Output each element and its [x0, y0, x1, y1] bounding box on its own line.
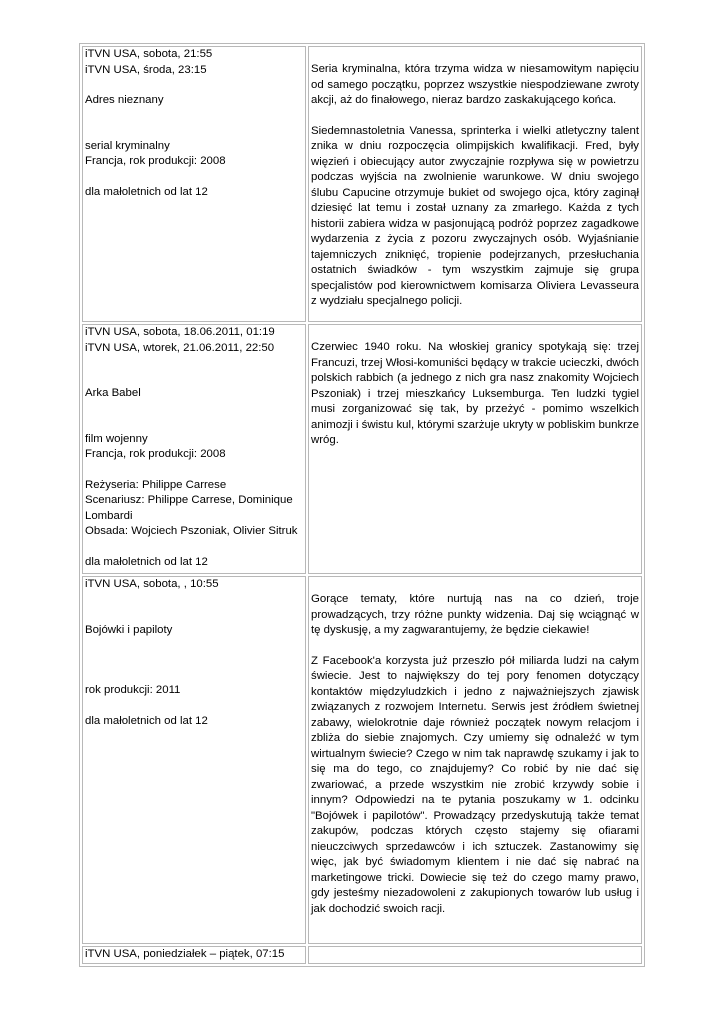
airing-time: iTVN USA, środa, 23:15	[85, 63, 207, 76]
program-description-cell	[308, 46, 642, 322]
program-schedule-table	[79, 43, 645, 967]
age-rating: dla małoletnich od lat 12	[85, 714, 208, 727]
program-description-cell	[308, 324, 642, 574]
program-info-cell	[82, 324, 306, 574]
airing-time: iTVN USA, wtorek, 21.06.2011, 22:50	[85, 341, 275, 354]
program-info-cell	[82, 46, 306, 322]
program-genre: film wojenny	[85, 432, 148, 445]
program-genre: serial kryminalny	[85, 139, 170, 152]
program-info-cell	[82, 946, 306, 964]
program-director: Reżyseria: Philippe Carrese	[85, 478, 227, 491]
description-paragraph: Siedemnastoletnia Vanessa, sprinterka i wielki atletyczny talent znika w dniu rozpoczęcia olimpijskich kwalifikacji. Fred, były więzień i obiecujący autor zwyczajnie rozpływa się w powietrzu podczas wyjścia na zwolnienie warunkowe. W dniu swojego ślubu Capucine otrzymuje bukiet od swojego ojca, który zaginął dziesięć lat temu i został uznany za zmarłego. Każda z tych historii zabiera widza w pasjonującą podróż poprzez zagadkowe wydarzenia z życia z pozoru zwyczajnych osób. Wyjaśnianie tajemniczych zniknięć, tropienie podejrzanych, przesłuchania ostatnich świadków - tym wszystkim zajmuje się grupa specjalistów pod kierownictwem komisarza Oliviera Levasseura z wydziału specjalnego policji.	[311, 124, 639, 307]
program-description-cell	[308, 946, 642, 964]
program-cast: Obsada: Wojciech Pszoniak, Olivier Sitruk	[85, 525, 298, 537]
program-screenplay: Scenariusz: Philippe Carrese, Dominique Lombardi	[85, 494, 293, 522]
airing-time: iTVN USA, sobota, 21:55	[85, 48, 213, 60]
program-title: Arka Babel	[85, 387, 141, 399]
description-paragraph: Czerwiec 1940 roku. Na włoskiej granicy spotykają się: trzej Francuzi, trzej Włosi-komuniści będący w trakcie ucieczki, dwóch polskich rabbich (a jednego z nich gra nasz znakomity Wojciech Pszoniak) i trzej mieszkańcy Luksemburga. Ten ludzki tygiel musi zorganizować się tak, by przeżyć - pomimo wszelkich animozji i świstu kul, którymi szarżuje ukryty w pobliskim bunkrze wróg.	[311, 341, 639, 446]
program-origin: Francja, rok produkcji: 2008	[85, 155, 226, 167]
airing-time: iTVN USA, poniedziałek – piątek, 07:15	[85, 948, 285, 960]
program-description-cell	[308, 576, 642, 944]
program-origin: rok produkcji: 2011	[85, 684, 181, 696]
program-origin: Francja, rok produkcji: 2008	[85, 448, 226, 460]
program-title: Bojówki i papiloty	[85, 623, 173, 636]
table-row	[82, 46, 642, 322]
table-row	[82, 946, 642, 964]
airing-time: iTVN USA, sobota, , 10:55	[85, 578, 219, 590]
program-info-cell	[82, 576, 306, 944]
description-paragraph: Z Facebook'a korzysta już przeszło pół miliarda ludzi na całym świecie. Jest to największy do tej pory fenomen dotyczący kontaktów międzyludzkich i jedno z najważniejszych zjawisk związanych z rozwojem Internetu. Serwis jest źródłem świetnej zabawy, wielokrotnie daje również początek nowym relacjom i zbliża do siebie znajomych. Czy umiemy się odnaleźć w tym wirtualnym świecie? Czego w nim tak naprawdę szukamy i jak to się ma do tego, co znajdujemy? Co robić by nie dać się zwariować, a przede wszystkim nie zrobić krzywdy sobie i innym? Odpowiedzi na te pytania poszukamy w 1. odcinku "Bojówek i papilotów". Prowadzący przedyskutują także temat zakupów, podczas których często stajemy się ofiarami nieuczciwych sprzedawców i ich sztuczek. Zastanowimy się więc, jak być świadomym klientem i nie dać się nabrać na marketingowe tricki. Dowiecie się też do czego mamy prawo, gdy jesteśmy niezadowoleni z zakupionych towarów lub usług i jak dochodzić swoich racji.	[311, 654, 639, 915]
airing-time: iTVN USA, sobota, 18.06.2011, 01:19	[85, 326, 275, 338]
age-rating: dla małoletnich od lat 12	[85, 555, 208, 568]
program-title: Adres nieznany	[85, 94, 164, 106]
table-row	[82, 324, 642, 574]
table-row	[82, 576, 642, 944]
age-rating: dla małoletnich od lat 12	[85, 185, 208, 198]
description-paragraph: Gorące tematy, które nurtują nas na co dzień, troje prowadzących, trzy różne punkty widzenia. Daj się wciągnąć w tę dyskusję, a my zagwarantujemy, że będzie ciekawie!	[311, 593, 639, 636]
description-paragraph: Seria kryminalna, która trzyma widza w niesamowitym napięciu od samego początku, poprzez wszystkie niespodziewane zwroty akcji, aż do finałowego, nieraz bardzo zaskakującego końca.	[311, 63, 639, 106]
